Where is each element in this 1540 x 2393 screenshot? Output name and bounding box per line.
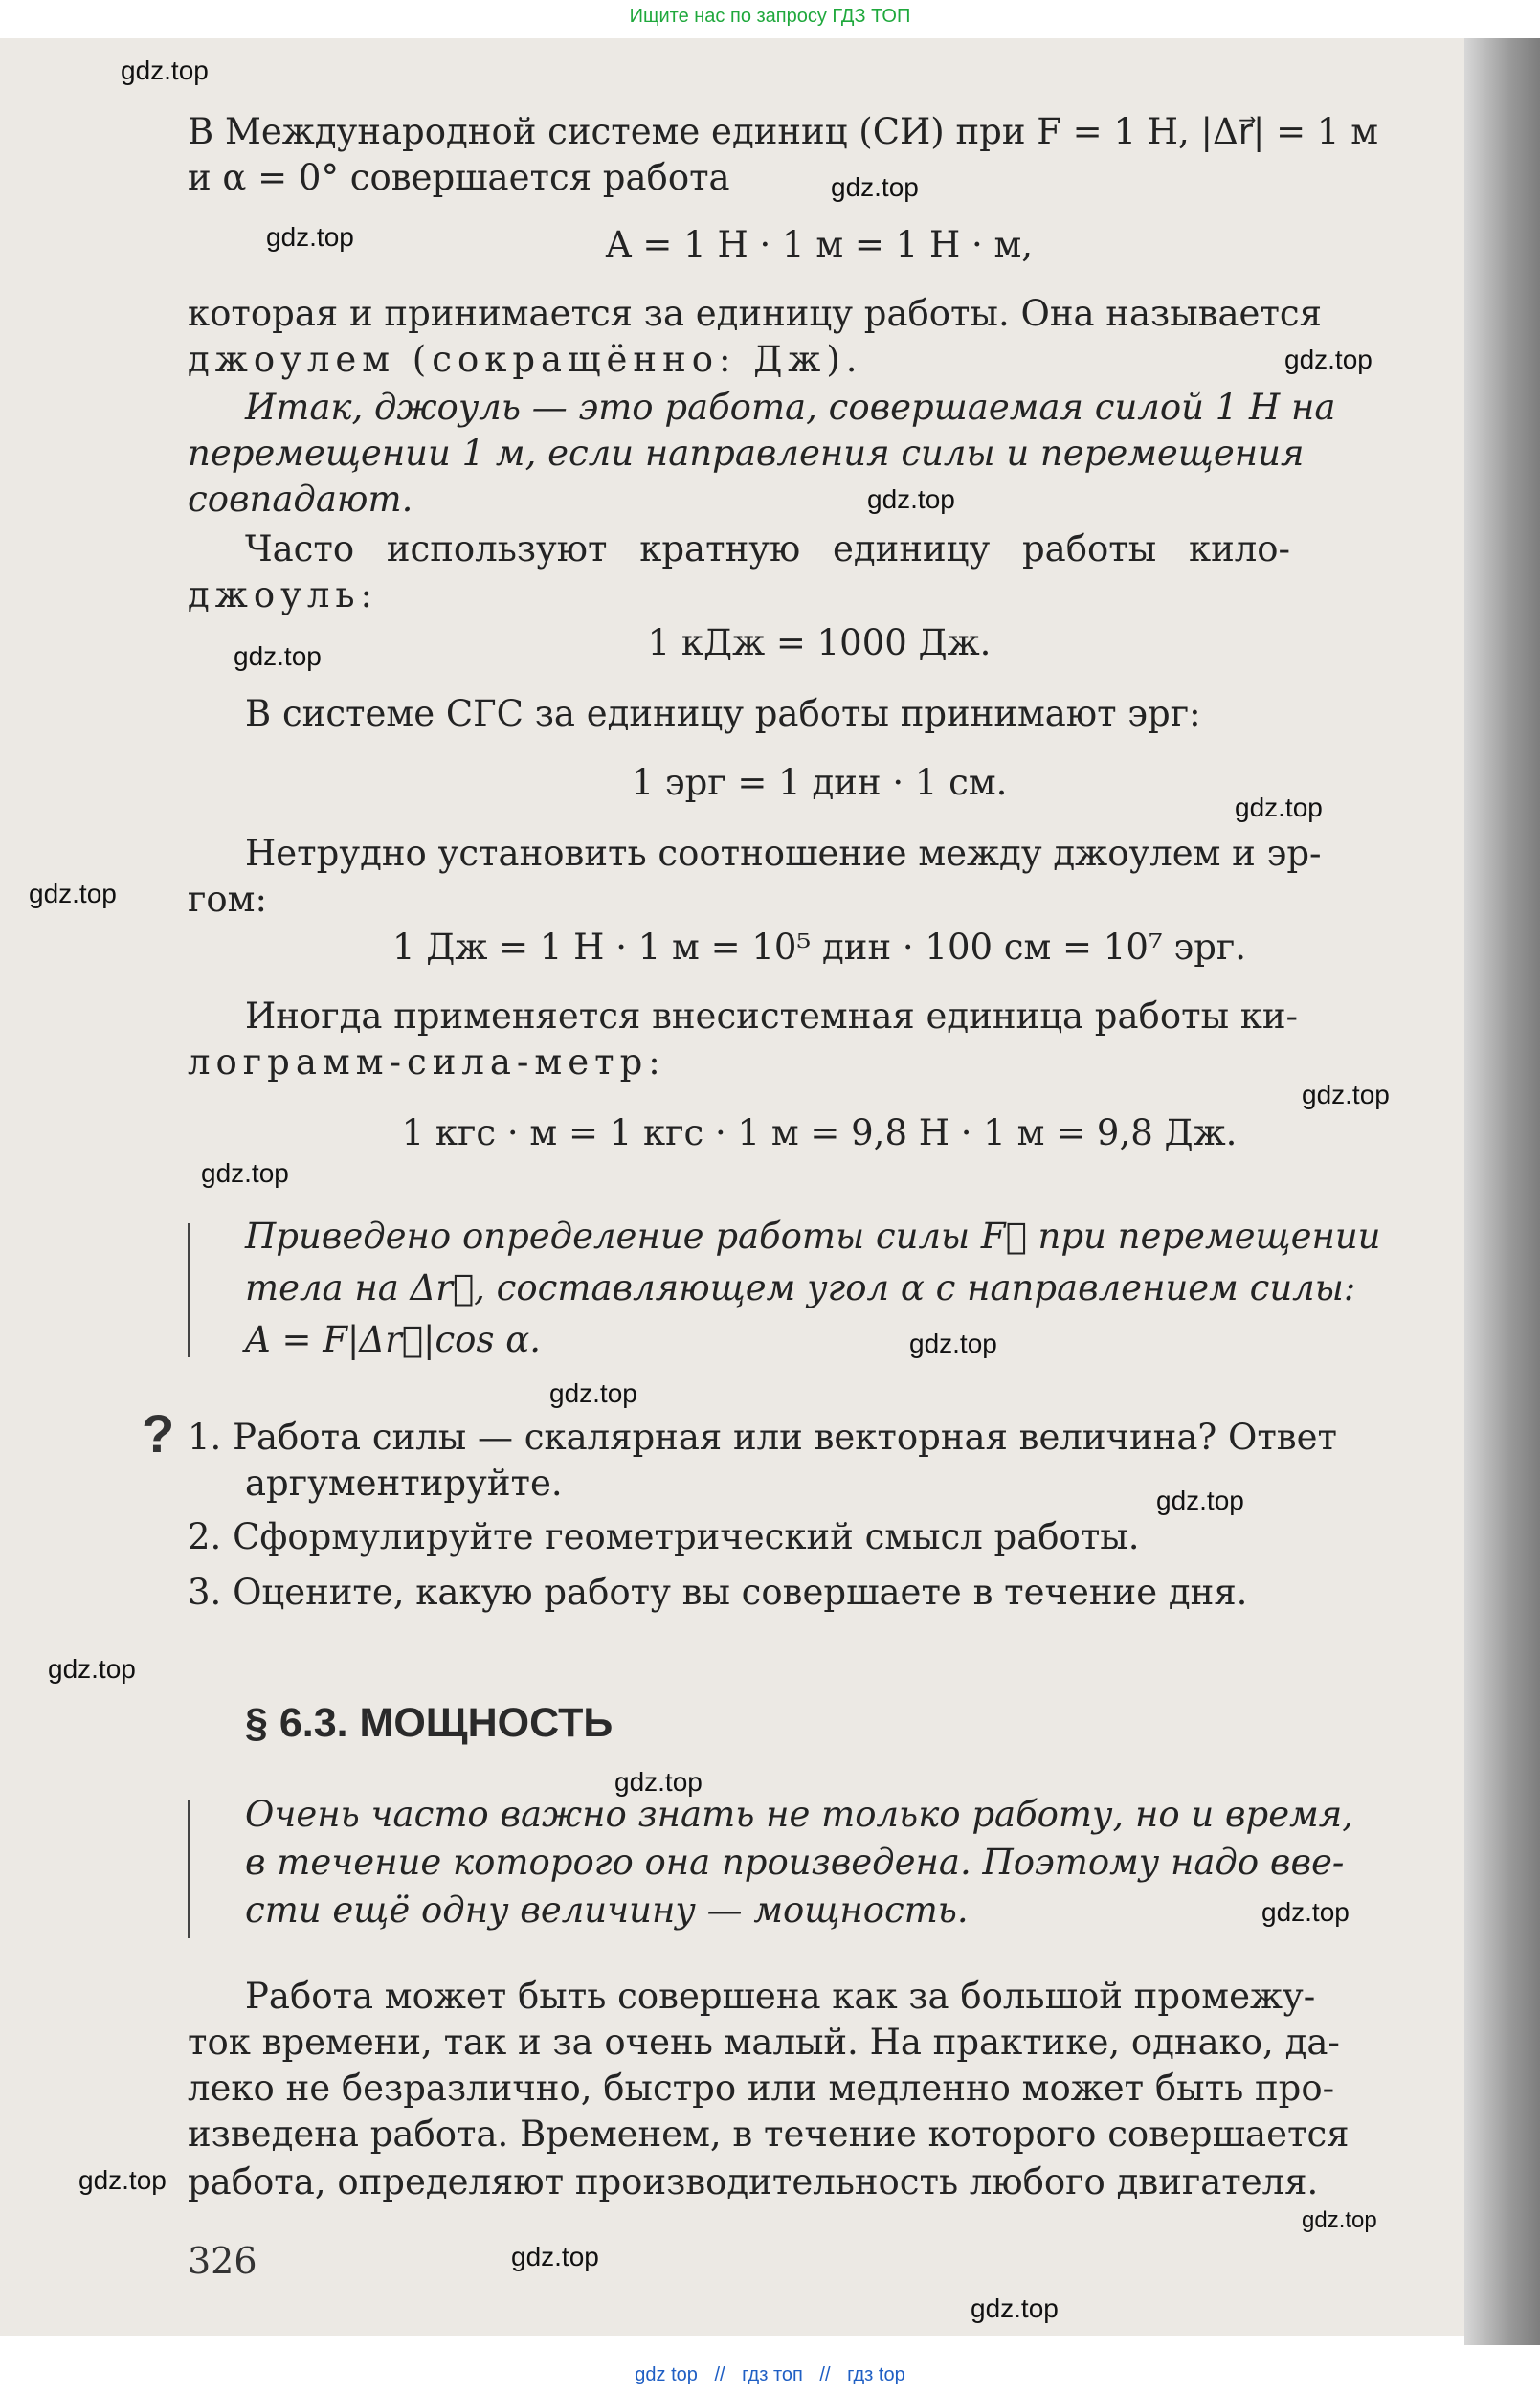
watermark: gdz.top <box>867 484 955 514</box>
text-line: Работа может быть совершена как за большой промежу- <box>245 1976 1316 2017</box>
separator: // <box>714 2364 725 2385</box>
watermark: gdz.top <box>1302 2207 1377 2233</box>
summary-line: тела на Δr⃗, составляющем угол α с направлением силы: <box>245 1267 1356 1308</box>
summary-bar <box>188 1223 190 1357</box>
question-2: 2. Сформулируйте геометрический смысл работы. <box>188 1516 1140 1557</box>
watermark: gdz.top <box>78 2165 167 2195</box>
watermark: gdz.top <box>909 1329 997 1358</box>
watermark: gdz.top <box>1284 345 1373 374</box>
text-line: Часто используют кратную единицу работы кило- <box>245 528 1291 570</box>
watermark: gdz.top <box>1235 793 1323 822</box>
text-line: В системе СГС за единицу работы принимают эрг: <box>245 693 1201 734</box>
intro-line: в течение которого она произведена. Поэтому надо вве- <box>245 1842 1345 1883</box>
text-line: Нетрудно установить соотношение между джоулем и эр- <box>245 833 1322 874</box>
question-3: 3. Оцените, какую работу вы совершаете в течение дня. <box>188 1572 1248 1613</box>
formula-kgf-m: 1 кгс · м = 1 кгс · 1 м = 9,8 Н · 1 м = 9,8 Дж. <box>401 1112 1238 1153</box>
text-line: В Международной системе единиц (СИ) при F = 1 Н, |Δr⃗| = 1 м <box>188 111 1378 152</box>
watermark: gdz.top <box>121 56 209 85</box>
question-1-cont: аргументируйте. <box>245 1463 563 1504</box>
watermark: gdz.top <box>201 1158 289 1188</box>
bottom-banner[interactable] <box>0 2357 1540 2393</box>
watermark: gdz.top <box>971 2293 1059 2323</box>
bottom-link[interactable]: гдз top <box>847 2364 905 2385</box>
text-line: лограмм-сила-метр: <box>188 1041 666 1083</box>
watermark: gdz.top <box>614 1767 703 1797</box>
watermark: gdz.top <box>511 2242 599 2271</box>
formula-erg: 1 эрг = 1 дин · 1 см. <box>631 762 1008 803</box>
question-1: 1. Работа силы — скалярная или векторная величина? Ответ <box>188 1417 1338 1458</box>
bottom-link[interactable]: гдз топ <box>742 2364 803 2385</box>
section-heading: § 6.3. МОЩНОСТЬ <box>245 1700 614 1746</box>
watermark: gdz.top <box>1302 1080 1390 1109</box>
text-line: ток времени, так и за очень малый. На практике, однако, да- <box>188 2022 1340 2063</box>
definition-line: перемещении 1 м, если направления силы и перемещения <box>188 433 1305 474</box>
page-edge-shadow <box>1464 38 1540 2345</box>
text-line: которая и принимается за единицу работы. Она называется <box>188 293 1322 334</box>
watermark: gdz.top <box>234 641 322 671</box>
top-banner[interactable]: Ищите нас по запросу ГДЗ ТОП <box>0 0 1540 33</box>
text-line: джоулем (сокращённо: Дж). <box>188 339 863 380</box>
watermark: gdz.top <box>831 172 919 202</box>
definition-line: Итак, джоуль — это работа, совершаемая силой 1 Н на <box>245 387 1336 428</box>
intro-line: сти ещё одну величину — мощность. <box>245 1890 969 1931</box>
bottom-link[interactable]: gdz top <box>635 2364 698 2385</box>
summary-line: Приведено определение работы силы F⃗ при перемещении <box>245 1216 1381 1257</box>
watermark: gdz.top <box>549 1378 637 1408</box>
formula-joule: A = 1 Н · 1 м = 1 Н · м, <box>605 224 1034 265</box>
text-line: леко не безразлично, быстро или медленно может быть про- <box>188 2068 1335 2109</box>
watermark: gdz.top <box>266 222 354 252</box>
formula-joule-erg: 1 Дж = 1 Н · 1 м = 10⁵ дин · 100 см = 10⁷ эрг. <box>391 927 1247 968</box>
intro-bar <box>188 1800 190 1938</box>
watermark: gdz.top <box>1261 1897 1350 1927</box>
text-line: Иногда применяется внесистемная единица работы ки- <box>245 995 1299 1037</box>
summary-formula: A = F|Δr⃗|cos α. <box>245 1319 541 1360</box>
text-line: и α = 0° совершается работа <box>188 157 730 198</box>
text-line: работа, определяют производительность любого двигателя. <box>188 2161 1319 2203</box>
text-line: джоуль: <box>188 574 378 615</box>
text-line: изведена работа. Временем, в течение которого совершается <box>188 2113 1350 2155</box>
question-mark-icon: ? <box>142 1403 175 1464</box>
watermark: gdz.top <box>29 879 117 908</box>
watermark: gdz.top <box>48 1654 136 1684</box>
intro-line: Очень часто важно знать не только работу, но и время, <box>245 1794 1354 1835</box>
definition-line: совпадают. <box>188 479 413 520</box>
formula-kilojoule: 1 кДж = 1000 Дж. <box>647 622 992 663</box>
page-number: 326 <box>188 2240 257 2282</box>
text-line: гом: <box>188 879 267 920</box>
separator: // <box>819 2364 831 2385</box>
watermark: gdz.top <box>1156 1486 1244 1515</box>
